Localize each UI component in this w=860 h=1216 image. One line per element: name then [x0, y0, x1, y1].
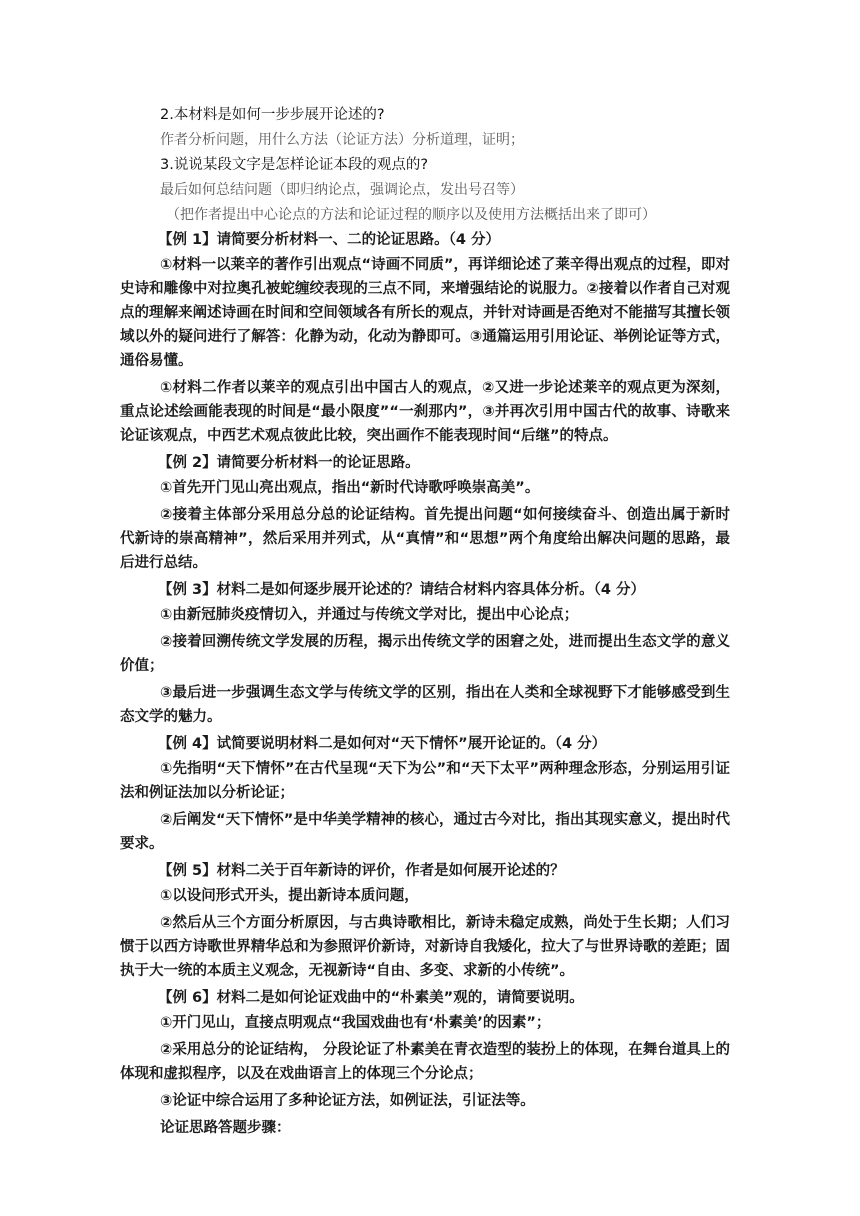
steps-heading: 论证思路答题步骤：	[160, 1120, 291, 1136]
example-3-answer-3: ③最后进一步强调生态文学与传统文学的区别，指出在人类和全球视野下才能够感受到生态文学的魅力。	[120, 685, 730, 725]
example-4-answer-2: ②后阐发“天下情怀”是中华美学精神的核心，通过古今对比，指出其现实意义，提出时代要求。	[120, 812, 730, 852]
example-6-answer-1: ①开门见山，直接点明观点“我国戏曲也有‘朴素美’的因素”；	[160, 1015, 551, 1031]
example-2-answer-1: ①首先开门见山亮出观点，指出“新时代诗歌呼唤崇高美”。	[160, 480, 540, 496]
example-2-answer-2: ②接着主体部分采用总分总的论证结构。首先提出问题“如何接续奋斗、创造出属于新时代新诗的崇高精神”，然后采用并列式，从“真情”和“思想”两个角度给出解决问题的思路，最后进行总结。	[120, 507, 730, 571]
example-4-title: 【例 4】试简要说明材料二是如何对“天下情怀”展开论证的。（4 分）	[158, 736, 607, 752]
example-5-title: 【例 5】材料二关于百年新诗的评价，作者是如何展开论述的？	[158, 863, 565, 879]
hint-2: 作者分析问题，用什么方法（论证方法）分析道理，证明；	[160, 132, 524, 148]
example-1-title: 【例 1】请简要分析材料一、二的论证思路。（4 分）	[158, 232, 501, 248]
example-3-answer-2: ②接着回溯传统文学发展的历程，揭示出传统文学的困窘之处，进而提出生态文学的意义价值；	[120, 634, 730, 674]
question-2: 2.本材料是如何一步步展开论述的?	[160, 107, 385, 123]
example-5-answer-2: ②然后从三个方面分析原因，与古典诗歌相比，新诗未稳定成熟，尚处于生长期；人们习惯于以西方诗歌世界精华总和为参照评价新诗，对新诗自我矮化，拉大了与世界诗歌的差距；固执于大一统的本质主义观念，无视新诗“自由、多变、求新的小传统”。	[120, 915, 730, 979]
hint-parenthetical: （把作者提出中心论点的方法和论证过程的顺序以及使用方法概括出来了即可）	[166, 207, 656, 223]
example-2-title: 【例 2】请简要分析材料一的论证思路。	[158, 455, 420, 471]
example-6-answer-2: ②采用总分的论证结构， 分段论证了朴素美在青衣造型的装扮上的体现，在舞台道具上的体现和虚拟程序，以及在戏曲语言上的体现三个分论点；	[120, 1042, 730, 1082]
example-1-answer-1: ①材料一以莱辛的著作引出观点“诗画不同质”，再详细论述了莱辛得出观点的过程，即对史诗和雕像中对拉奥孔被蛇缠绞表现的三点不同，来增强结论的说服力。②接着以作者自己对观点的理解来阐述诗画在时间和空间领域各有所长的观点，并针对诗画是否绝对不能描写其擅长领域以外的疑问进行了解答：化静为动，化动为静即可。③通篇运用引用论证、举例论证等方式，通俗易懂。	[120, 257, 730, 369]
document-body	[120, 103, 730, 1140]
example-3-title: 【例 3】材料二是如何逐步展开论述的？请结合材料内容具体分析。（4 分）	[158, 582, 646, 598]
example-1-answer-2: ①材料二作者以莱辛的观点引出中国古人的观点，②又进一步论述莱辛的观点更为深刻，重点论述绘画能表现的时间是“最小限度”“一刹那内”，③并再次引用中国古代的故事、诗歌来论证该观点，中西艺术观点彼此比较，突出画作不能表现时间“后继”的特点。	[120, 380, 730, 444]
example-6-title: 【例 6】材料二是如何论证戏曲中的“朴素美”观的，请简要说明。	[158, 990, 584, 1006]
example-6-answer-3: ③论证中综合运用了多种论证方法，如例证法，引证法等。	[160, 1093, 535, 1109]
hint-3: 最后如何总结问题（即归纳论点，强调论点，发出号召等）	[160, 182, 524, 198]
question-3: 3.说说某段文字是怎样论证本段的观点的?	[160, 157, 429, 173]
example-4-answer-1: ①先指明“天下情怀”在古代呈现“天下为公”和“天下太平”两种理念形态，分别运用引证法和例证法加以分析论证；	[120, 761, 730, 801]
example-3-answer-1: ①由新冠肺炎疫情切入，并通过与传统文学对比，提出中心论点；	[160, 607, 579, 623]
example-5-answer-1: ①以设问形式开头，提出新诗本质问题，	[160, 888, 419, 904]
